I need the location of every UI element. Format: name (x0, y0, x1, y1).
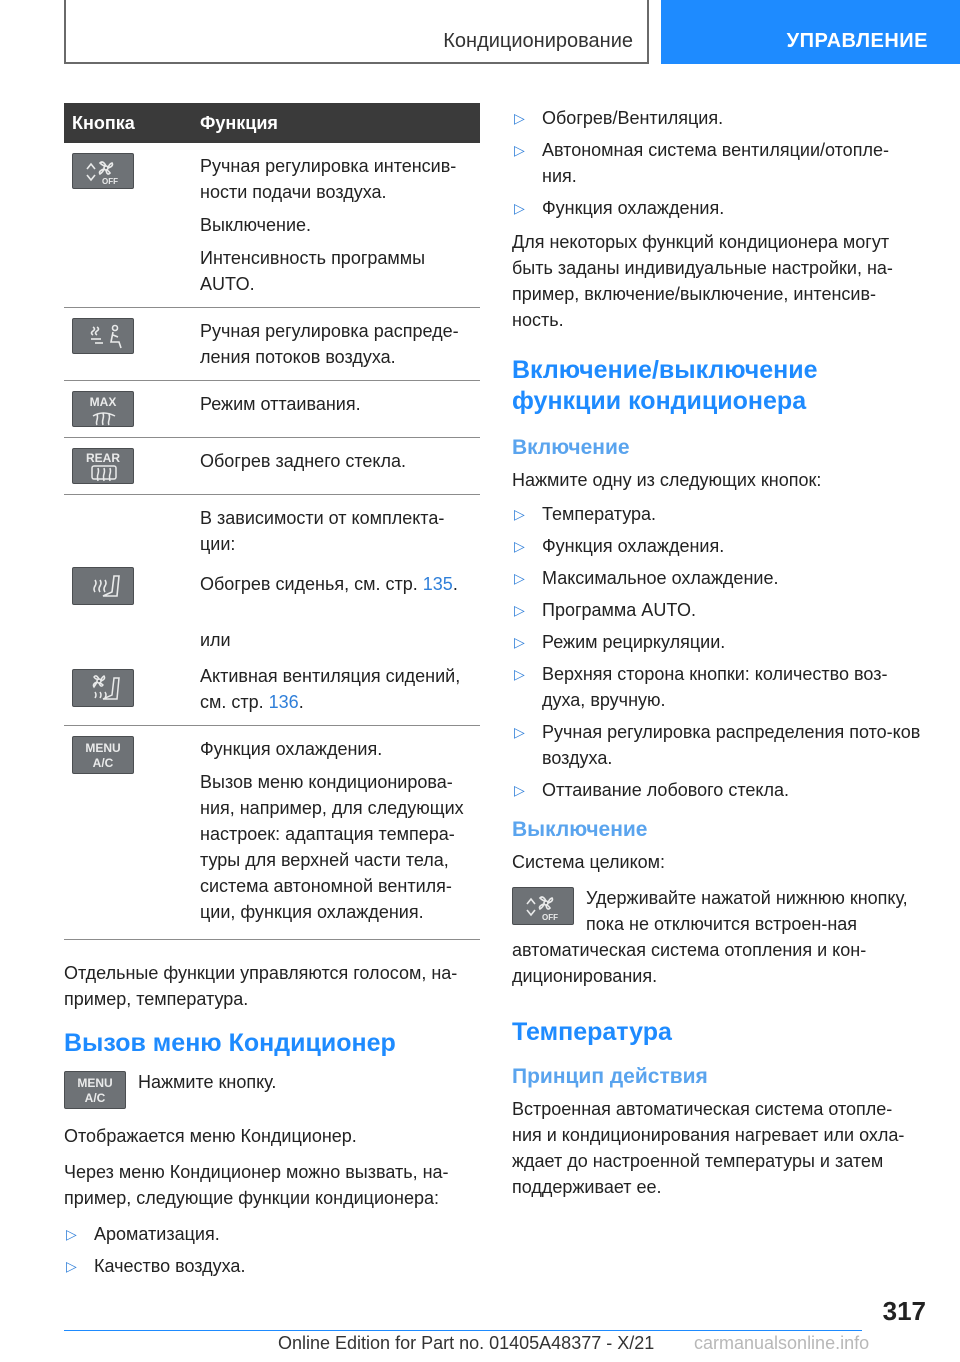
principle-heading: Принцип действия (512, 1065, 708, 1088)
list-item: ▷ Температура. (514, 504, 657, 524)
table-row: Активная вентиляция сидений, см. стр. 136. (64, 663, 480, 726)
list-item: ▷ Автономная система вентиляции/отопле-ния. (514, 140, 889, 186)
footer-watermark: carmanualsonline.info (694, 1333, 870, 1353)
principle-text: Встроенная автоматическая система отопле-ния и кондиционирования нагревает или охла-ждает до настроенной температуры и затем поддерживает ее. (512, 1099, 905, 1197)
row-text: или (200, 630, 231, 650)
list-item: ▷ Ароматизация. (66, 1224, 220, 1244)
off-hold-para (512, 885, 922, 989)
page-link[interactable]: 135 (422, 574, 453, 594)
voice-note: Отдельные функции управляются голосом, на-пример, температура. (64, 963, 458, 1009)
list-item: ▷ Программа AUTO. (514, 600, 696, 620)
left-column (64, 103, 480, 1287)
off-heading: Выключение (512, 818, 648, 841)
section-title: УПРАВЛЕНИЕ (786, 30, 928, 52)
footer-rule (64, 1330, 862, 1331)
table-row (64, 143, 480, 308)
row-text: Обогрев сиденья, см. стр. (200, 574, 418, 594)
row-text: Выключение. (200, 215, 312, 235)
ac-label: A/C (84, 1091, 106, 1105)
row-text: Режим оттаивания. (200, 394, 361, 414)
off-text: Система целиком: (512, 852, 666, 872)
air-distribution-icon (72, 318, 134, 354)
menu-ac-icon (72, 736, 134, 774)
rear-label: REAR (85, 451, 120, 465)
menu-via: Через меню Кондиционер можно вызвать, на-пример, следующие функции кондиционера: (64, 1162, 449, 1208)
menu-label: MENU (85, 741, 121, 755)
menu-label: MENU (77, 1076, 113, 1090)
chapter-title: Кондиционирование (443, 30, 633, 52)
menu-press-text: Нажмите кнопку. (138, 1072, 277, 1092)
row-text: В зависимости от комплекта-ции: (200, 508, 445, 554)
temp-heading: Температура (512, 1018, 672, 1046)
list-item: ▷ Функция охлаждения. (514, 198, 725, 218)
fan-off-icon (72, 153, 134, 189)
list-item: ▷ Верхняя сторона кнопки: количество воз-духа, вручную. (514, 664, 888, 710)
list-item: ▷ Функция охлаждения. (514, 536, 725, 556)
table-row (64, 308, 480, 381)
fan-off-icon (512, 887, 574, 925)
row-text: Обогрев заднего стекла. (200, 451, 407, 471)
svg-text:OFF: OFF (102, 177, 118, 186)
right-column (512, 103, 922, 1210)
on-heading: Включение (512, 436, 630, 459)
list-item: ▷ Обогрев/Вентиляция. (514, 108, 724, 128)
seat-ventilation-icon (72, 669, 134, 707)
svg-text:OFF: OFF (542, 913, 558, 922)
list-item: ▷ Режим рециркуляции. (514, 632, 726, 652)
footer-edition: Online Edition for Part no. 01405A48377 - X/21 (278, 1333, 655, 1353)
custom-note: Для некоторых функций кондиционера могут быть заданы индивидуальные настройки, на-пример, включение/выключение, интенсив-ность. (512, 232, 893, 330)
row-text: Интенсивность программы AUTO. (200, 248, 426, 294)
list-item: ▷ Максимальное охлаждение. (514, 568, 779, 588)
list-item: ▷ Качество воздуха. (66, 1256, 246, 1276)
seat-heating-icon (72, 567, 134, 605)
buttons-table (64, 103, 480, 940)
rear-defrost-icon (72, 448, 134, 484)
header-chapter-box (64, 0, 649, 64)
on-items-list (512, 501, 922, 803)
menu-ac-icon (64, 1071, 126, 1109)
table-row (64, 381, 480, 438)
row-text: Ручная регулировка распреде-ления потоков воздуха. (200, 321, 459, 367)
table-row (64, 726, 480, 940)
menu-shown: Отображается меню Кондиционер. (64, 1126, 357, 1146)
onoff-heading: Включение/выключение функции кондиционера (512, 356, 818, 415)
table-header-row (64, 103, 480, 143)
max-label: MAX (89, 395, 117, 409)
page-link[interactable]: 136 (268, 692, 299, 712)
table-row (64, 438, 480, 495)
row-text: Функция охлаждения. (200, 739, 383, 759)
page-number: 317 (882, 1296, 926, 1326)
table-header-button: Кнопка (64, 103, 192, 143)
header-section-tab (661, 0, 960, 64)
ac-label: A/C (92, 756, 114, 770)
list-item: ▷ Ручная регулировка распределения пото-ков воздуха. (514, 722, 921, 768)
menu-heading: Вызов меню Кондиционер (64, 1029, 396, 1057)
menu-press-para (64, 1069, 480, 1113)
table-header-function: Функция (192, 103, 480, 143)
off-hold-text: Удерживайте нажатой нижнюю кнопку, пока не отключится встроен-ная автоматическая система отопления и кон-диционирования. (512, 888, 908, 986)
menu-items-cont-list (512, 105, 922, 221)
table-row: В зависимости от комплекта-ции: Обогрев сиденья, см. стр. 135. или (64, 495, 480, 664)
row-text: Активная вентиляция сидений, см. стр. (200, 666, 461, 712)
max-defrost-icon (72, 391, 134, 427)
menu-items-list (64, 1221, 480, 1279)
row-text: Вызов меню кондиционирова-ния, например, для следующих настроек: адаптация темпера-туры для верхней части тела, система автономной вентиля-ции, функция охлаждения. (200, 772, 464, 922)
row-text: Ручная регулировка интенсив-ности подачи воздуха. (200, 156, 457, 202)
list-item: ▷ Оттаивание лобового стекла. (514, 780, 789, 800)
on-text: Нажмите одну из следующих кнопок: (512, 470, 822, 490)
